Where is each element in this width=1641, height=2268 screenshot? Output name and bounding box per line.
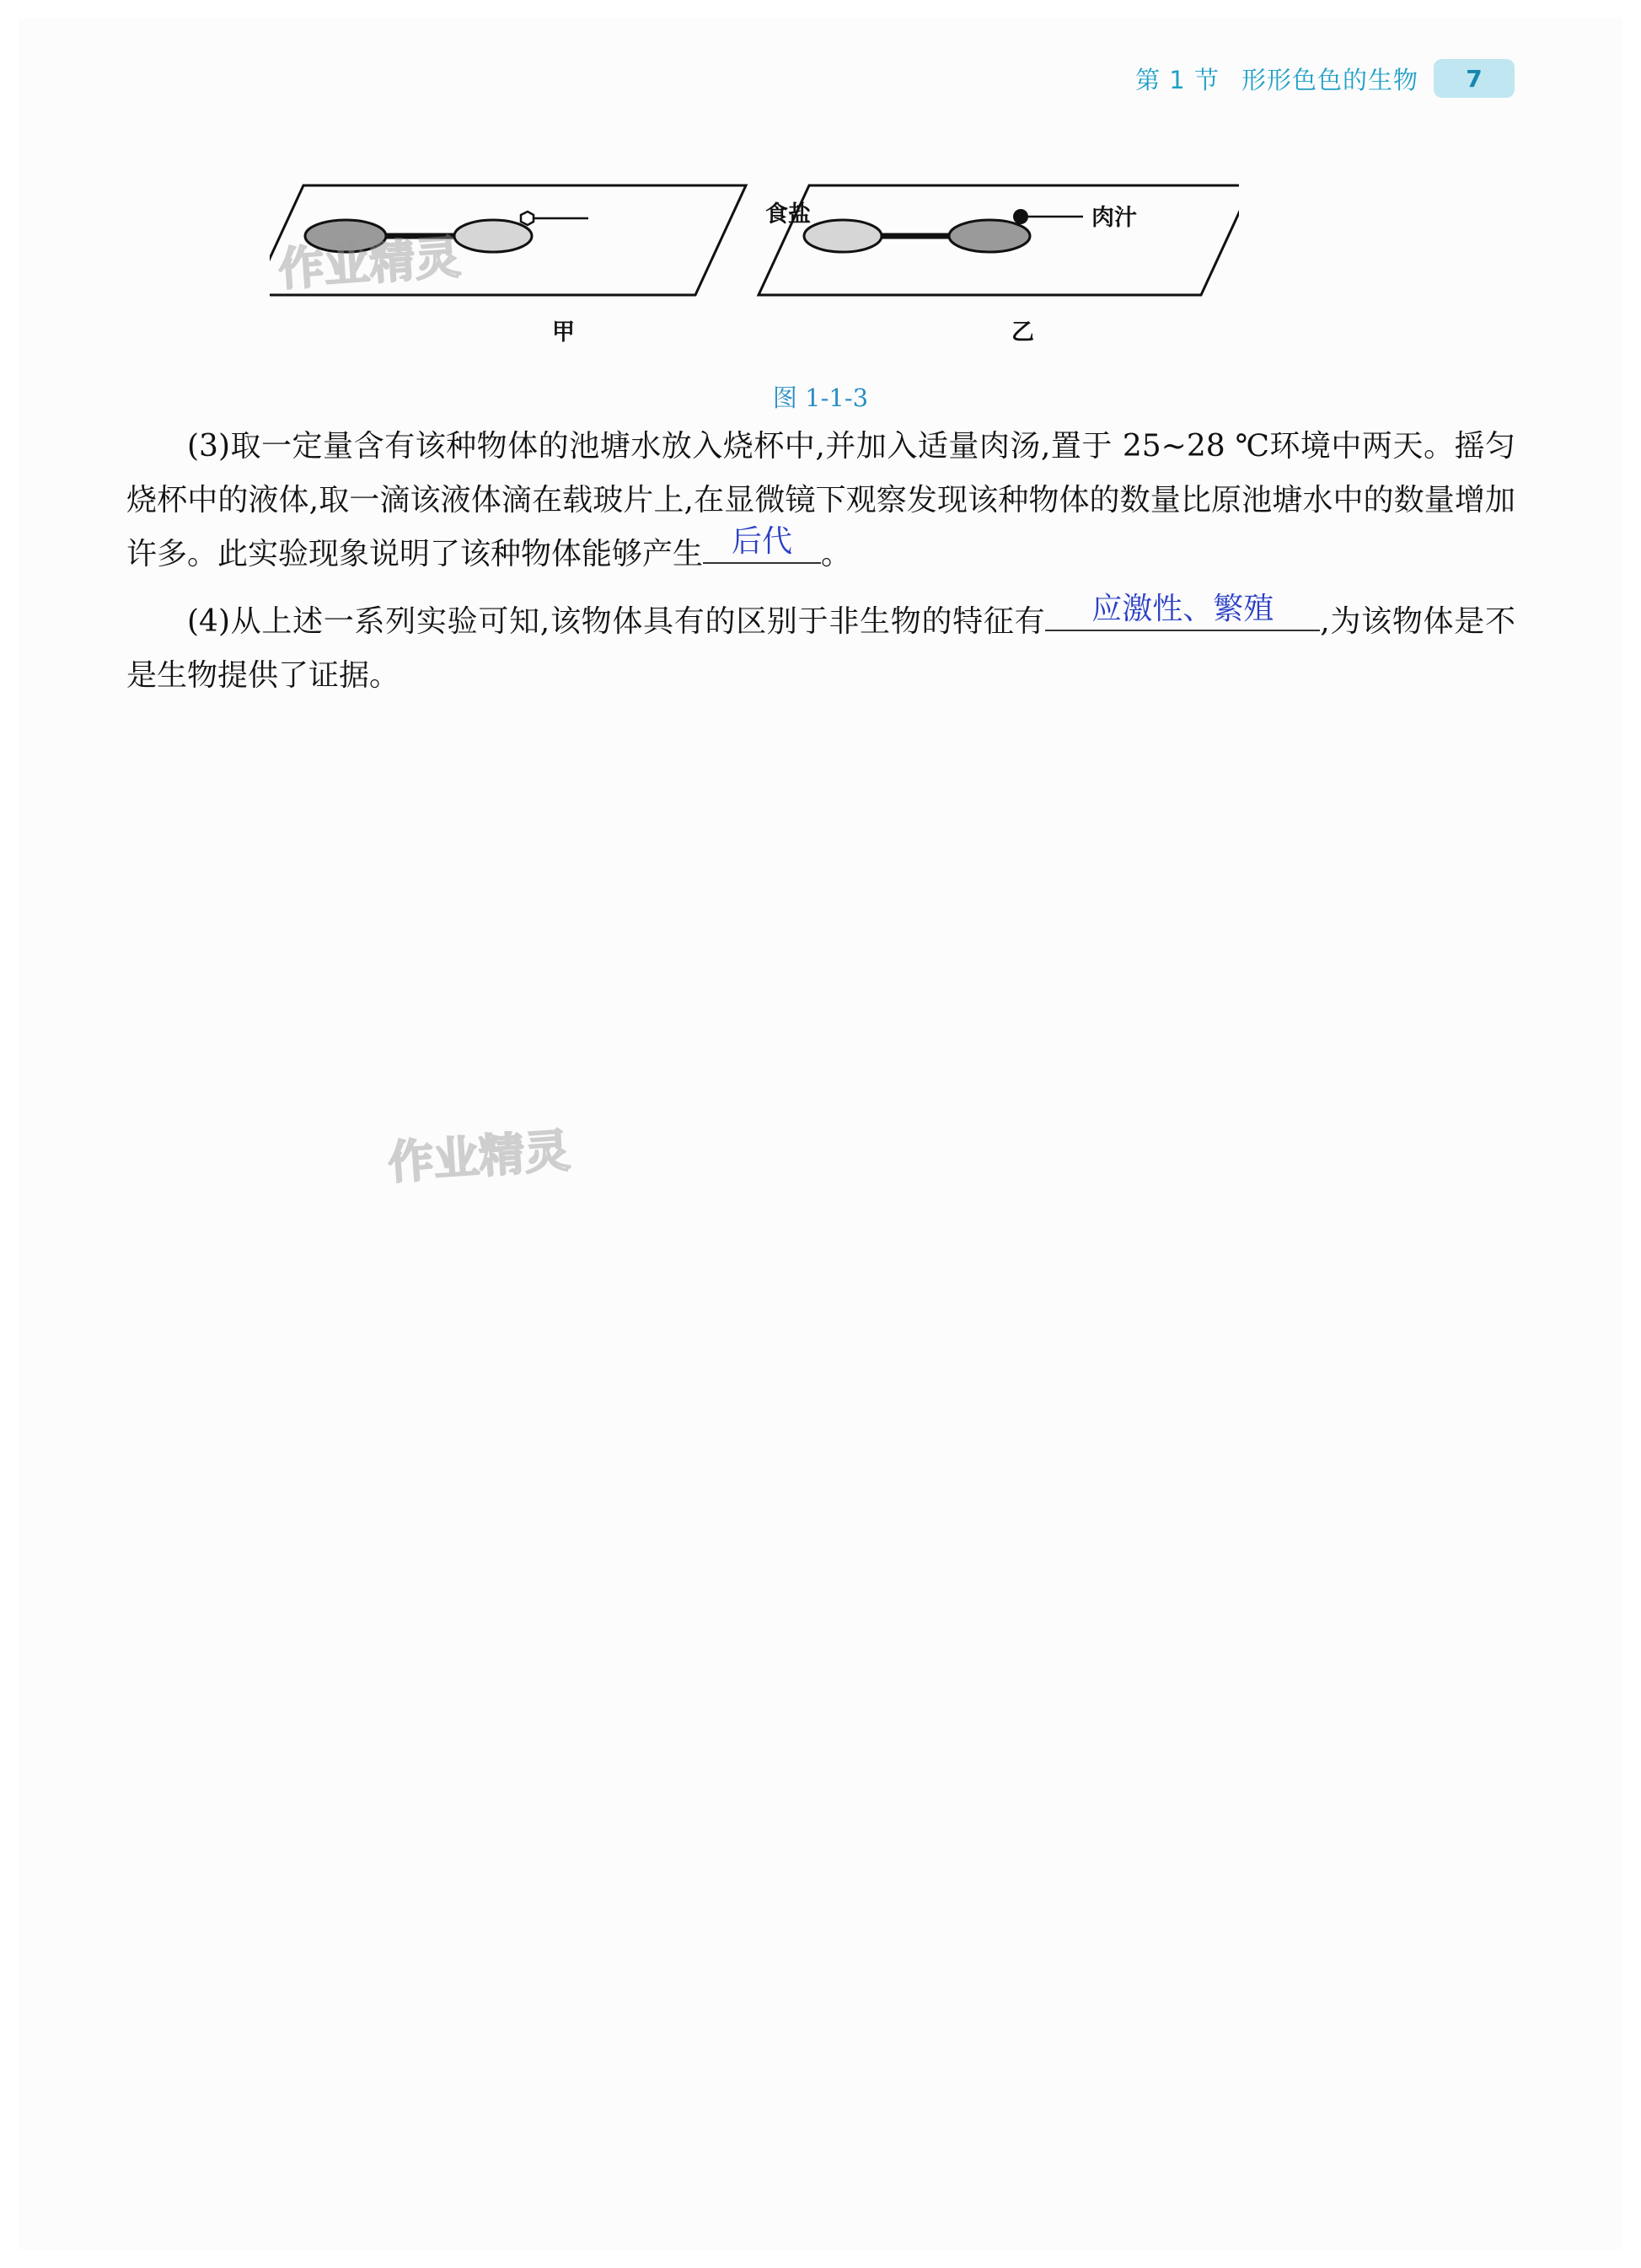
watermark-top: 作业精灵: [276, 230, 463, 297]
watermark-middle: 作业精灵: [386, 1123, 572, 1190]
salt-crystal: [521, 212, 534, 225]
q3-end: 。: [821, 537, 852, 571]
question-3: [126, 420, 1515, 582]
page-number-badge: 7: [1434, 59, 1515, 98]
slide-b-drop-left: [804, 220, 882, 252]
section-title: 形形色色的生物: [1241, 65, 1418, 94]
q4-answer: 应激性、繁殖: [1091, 592, 1274, 626]
q3-answer-blank: [703, 524, 821, 564]
question-4: [126, 592, 1515, 703]
label-slide-b: 乙: [1011, 319, 1034, 346]
q3-text: (3)取一定量含有该种物体的池塘水放入烧杯中,并加入适量肉汤,置于 25~28 ℃环境中两天。摇匀烧杯中的液体,取一滴该液体滴在载玻片上,在显微镜下观察发现该种物体的数量比原池塘水中的数量增加许多。此实验现象说明了该种物体能够产生: [126, 429, 1515, 571]
slide-b-drop-right: [949, 220, 1030, 252]
q4-end: ,为该物体是不是生物提供了证据。: [126, 604, 1515, 693]
label-broth: 肉汁: [1091, 205, 1137, 231]
slide-b-contents: [804, 209, 1083, 252]
broth-drop: [1013, 209, 1028, 224]
section-number: 第 1 节: [1135, 65, 1220, 94]
page-header: [1135, 59, 1515, 98]
q4-answer-blank: [1045, 592, 1320, 631]
label-salt: 食盐: [765, 201, 811, 228]
q4-text: (4)从上述一系列实验可知,该物体具有的区别于非生物的特征有: [187, 604, 1046, 639]
figure-caption: 图 1-1-3: [772, 383, 869, 412]
label-slide-a: 甲: [552, 319, 575, 346]
slide-a-drop-right: [454, 220, 532, 252]
q3-answer: 后代: [732, 524, 793, 559]
header-title: [1135, 62, 1418, 96]
